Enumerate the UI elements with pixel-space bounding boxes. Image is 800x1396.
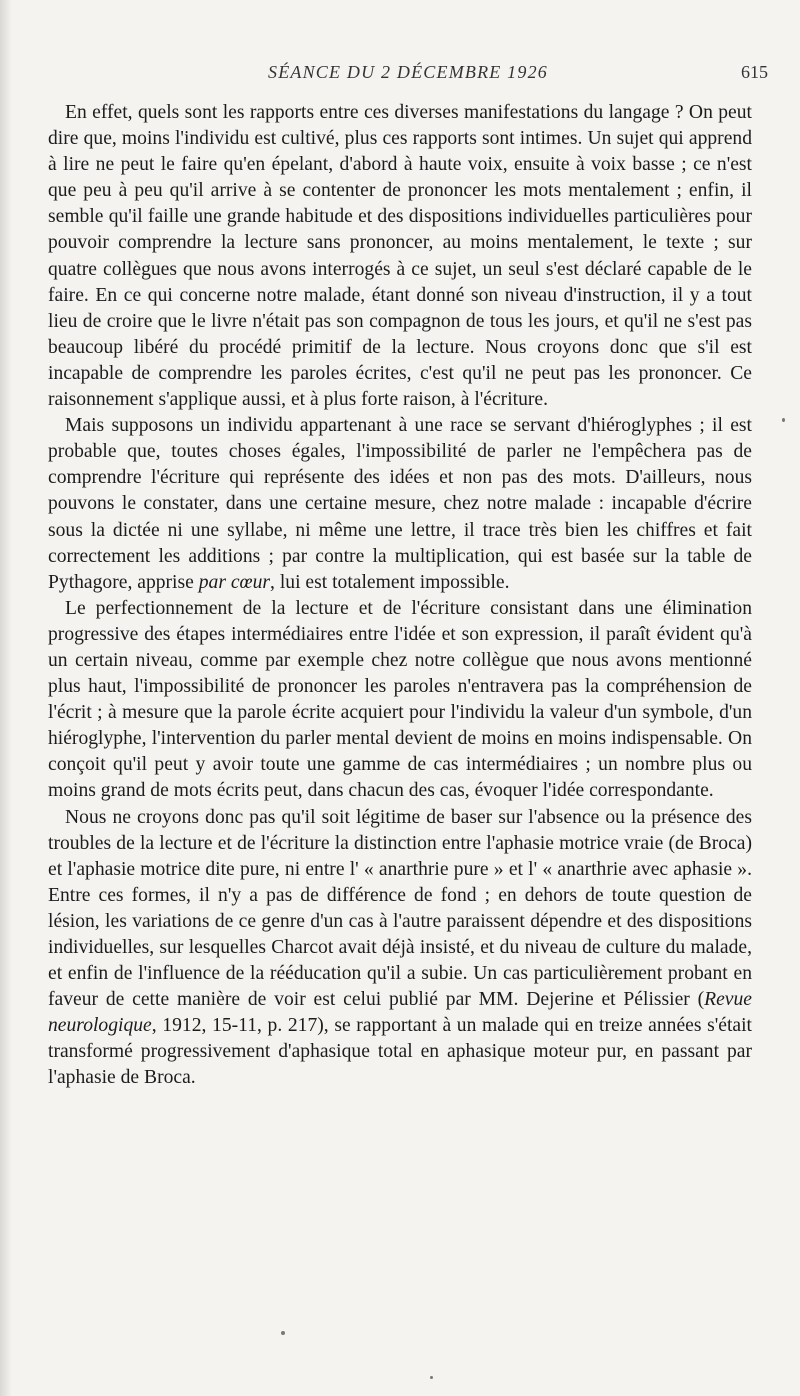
paragraph-2-text-before: Mais supposons un individu appartenant à une race se servant d'hiéroglyphes ; il est probable que, toutes choses égales, l'impossibilité de parler ne l'empêchera pas de comprendre l'écriture qui représente des idées et non pas des mots. D'ailleurs, nous pouvons le constater, dans une certaine mesure, chez notre malade : incapable d'écrire sous la dictée ni une syllabe, ni même une lettre, il trace très bien les chiffres et fait correctement les additions ; par contre la multiplication, qui est basée sur la table de Pythagore, apprise [48,415,752,593]
running-head [48,62,768,86]
page-edge-shadow [0,0,12,1396]
paragraph-4-text-before: Nous ne croyons donc pas qu'il soit légitime de baser sur l'absence ou la présence des troubles de la lecture et de l'écriture la distinction entre l'aphasie motrice vraie (de Broca) et l'aphasie motrice dite pure, ni entre l' « anarthrie pure » et l' « anarthrie avec aphasie ». Entre ces formes, il n'y a pas de différence de fond ; en dehors de toute question de lésion, les variations de ce genre d'un cas à l'autre paraissent dépendre et des dispositions individuelles, sur lesquelles Charcot avait déjà insisté, et du niveau de culture du malade, et enfin de l'influence de la rééducation qu'il a subie. Un cas particulièrement probant en faveur de cette manière de voir est celui publié par MM. Dejerine et Pélissier ( [48,806,752,1011]
paragraph-4 [48,805,752,1092]
paper-speck [430,1376,433,1379]
paragraph-1: En effet, quels sont les rapports entre ces diverses manifestations du langage ? On peut dire que, moins l'individu est cultivé, plus ces rapports sont intimes. Un sujet qui apprend à lire ne peut le faire qu'en épelant, d'abord à haute voix, ensuite à voix basse ; ce n'est que peu à peu qu'il arrive à se contenter de prononcer les mots mentalement ; enfin, il semble qu'il faille une grande habitude et des dispositions individuelles particulières pour pouvoir comprendre la lecture sans prononcer, au moins mentalement, le texte ; sur quatre collègues que nous avons interrogés à ce sujet, un seul s'est déclaré capable de le faire. En ce qui concerne notre malade, étant donné son niveau d'instruction, il y a tout lieu de croire que le livre n'était pas son compagnon de tous les jours, et qu'il ne s'est pas beaucoup libéré du procédé primitif de la lecture. Nous croyons donc que s'il est incapable de comprendre les paroles écrites, c'est qu'il ne peut pas les prononcer. Ce raisonnement s'applique aussi, et à plus forte raison, à l'écriture. [48,102,752,411]
paragraph-2-emphasis: par cœur [198,571,271,593]
body-text [48,100,752,1092]
paper-speck [281,1331,285,1335]
paragraph-3: Le perfectionnement de la lecture et de l'écriture consistant dans une élimination progressive des étapes intermédiaires entre l'idée et son expression, il paraît évident qu'à un certain niveau, comme par exemple chez notre collègue que nous avons mentionné plus haut, l'impossibilité de prononcer les paroles n'entravera pas la compréhension de l'écrit ; à mesure que la parole écrite acquiert pour l'individu la valeur d'un symbole, d'un hiéroglyphe, l'intervention du parler mental devient de moins en moins indispensable. On conçoit qu'il peut y avoir toute une gamme de cas intermédiaires ; un nombre plus ou moins grand de mots écrits peut, dans chacun des cas, évoquer l'idée correspondante. [48,597,752,802]
page-number: 615 [741,62,768,82]
running-title: SÉANCE DU 2 DÉCEMBRE 1926 [268,62,548,82]
paper-speck [782,418,785,422]
paragraph-2-text-after: , lui est totalement impossible. [270,571,510,593]
paragraph-4-journal-title: Revue neurologique [48,989,752,1037]
paragraph-2 [48,413,752,596]
paragraph-4-text-after: , 1912, 15-11, p. 217), se rapportant à un malade qui en treize années s'était transformé progressivement d'aphasique total en aphasique moteur pur, en passant par l'aphasie de Broca. [48,1015,752,1089]
